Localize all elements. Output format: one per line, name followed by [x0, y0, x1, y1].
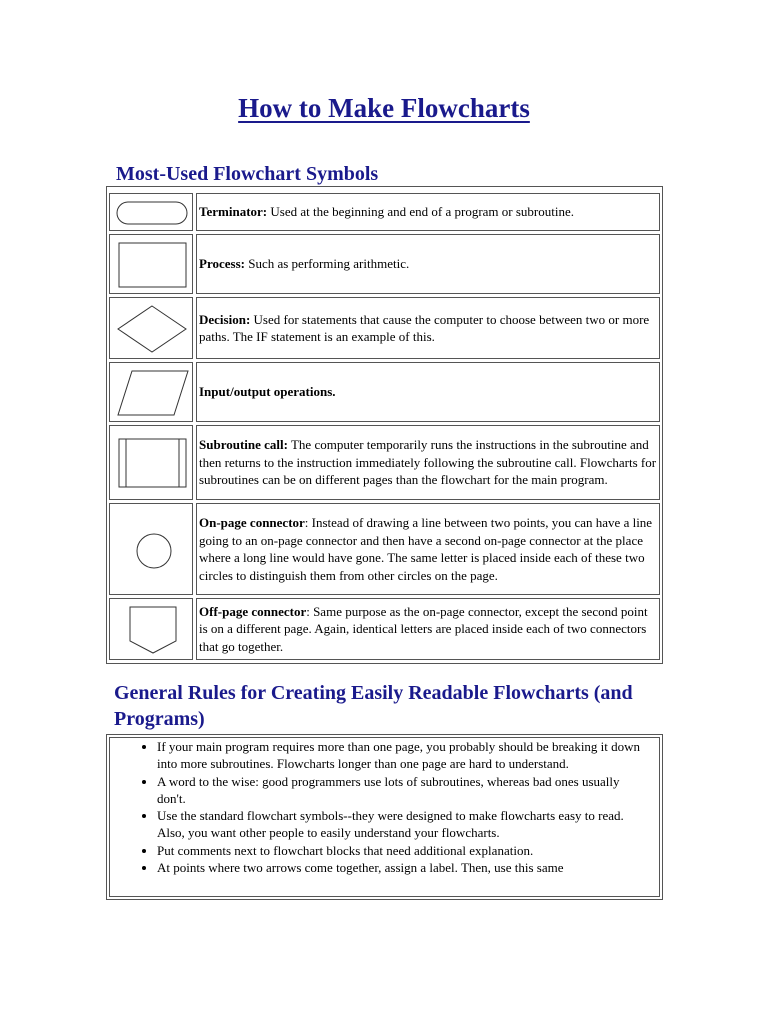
symbols-table [106, 186, 663, 664]
symbol-row-terminator [109, 193, 660, 231]
decision-symbol-icon [110, 298, 194, 360]
symbol-term: On-page connector [199, 515, 305, 530]
rule-item: • Put comments next to flowchart blocks that need additional explanation. [157, 842, 659, 859]
symbol-term: Off-page connector [199, 603, 307, 619]
symbol-text: : Same purpose as the on-page connector, except the second point is on a different page. Again, identical letters are placed inside each of two connectors that go together. [199, 603, 648, 654]
rules-inner [109, 737, 660, 897]
rules-section-title: General Rules for Creating Easily Readable Flowcharts (and Programs) [114, 682, 633, 730]
process-symbol-icon [110, 235, 194, 295]
symbol-description [196, 503, 660, 595]
symbol-description [196, 297, 660, 359]
symbols-section-title: Most-Used Flowchart Symbols [116, 163, 379, 185]
symbol-text: Used at the beginning and end of a program or subroutine. [267, 204, 574, 220]
symbol-cell [109, 297, 193, 359]
symbol-row-process [109, 234, 660, 294]
subroutine-symbol-icon [110, 426, 194, 501]
terminator-symbol-icon [110, 194, 194, 232]
page-title: How to Make Flowcharts [238, 93, 530, 123]
off-page-connector-icon [110, 599, 194, 661]
symbol-row-decision [109, 297, 660, 359]
rule-item: • A word to the wise: good programmers use lots of subroutines, whereas bad ones usually don't. [157, 773, 659, 808]
symbol-row-off-page-connector [109, 598, 660, 660]
on-page-connector-icon [110, 504, 194, 596]
rules-box [106, 734, 663, 900]
symbol-cell [109, 503, 193, 595]
symbol-term: Process: [199, 256, 245, 272]
symbol-cell [109, 598, 193, 660]
rule-item: • At points where two arrows come together, assign a label. Then, use this same [157, 859, 659, 876]
rule-item: • If your main program requires more than one page, you probably should be breaking it down into more subroutines. Flowcharts longer than one page are hard to understand. [157, 738, 659, 773]
symbol-term: Input/output operations. [199, 384, 336, 400]
symbol-text: : Instead of drawing a line between two points, you can have a line going to an on-page connector and then have a second on-page connector at the place where a long line would have gone. The same letter is placed inside each of these two circles to distinguish them from other circles on the page. [199, 515, 653, 583]
symbol-cell [109, 234, 193, 294]
symbol-description [196, 362, 660, 422]
rule-item: • Use the standard flowchart symbols--they were designed to make flowcharts easy to read. Also, you want other people to easily understand your flowcharts. [157, 807, 659, 842]
symbol-cell [109, 362, 193, 422]
symbol-cell [109, 193, 193, 231]
input-output-symbol-icon [110, 363, 194, 423]
symbol-description [196, 234, 660, 294]
symbol-text: Used for statements that cause the computer to choose between two or more paths. The IF statement is an example of this. [199, 311, 650, 344]
symbol-description [196, 193, 660, 231]
symbol-description [196, 425, 660, 500]
symbol-description [196, 598, 660, 660]
symbol-cell [109, 425, 193, 500]
symbol-text: Such as performing arithmetic. [244, 256, 410, 272]
symbol-term: Decision: [199, 311, 251, 327]
symbol-row-subroutine [109, 425, 660, 500]
symbol-row-on-page-connector [109, 503, 660, 595]
rules-list [110, 738, 659, 876]
symbol-term: Terminator: [199, 204, 268, 220]
symbol-text: The computer temporarily runs the instructions in the subroutine and then returns to the instruction immediately following the subroutine call. Flowcharts for subroutines can be on different pages than the flowchart for the main program. [199, 437, 657, 488]
symbol-row-input-output [109, 362, 660, 422]
symbol-term: Subroutine call: [199, 437, 288, 453]
